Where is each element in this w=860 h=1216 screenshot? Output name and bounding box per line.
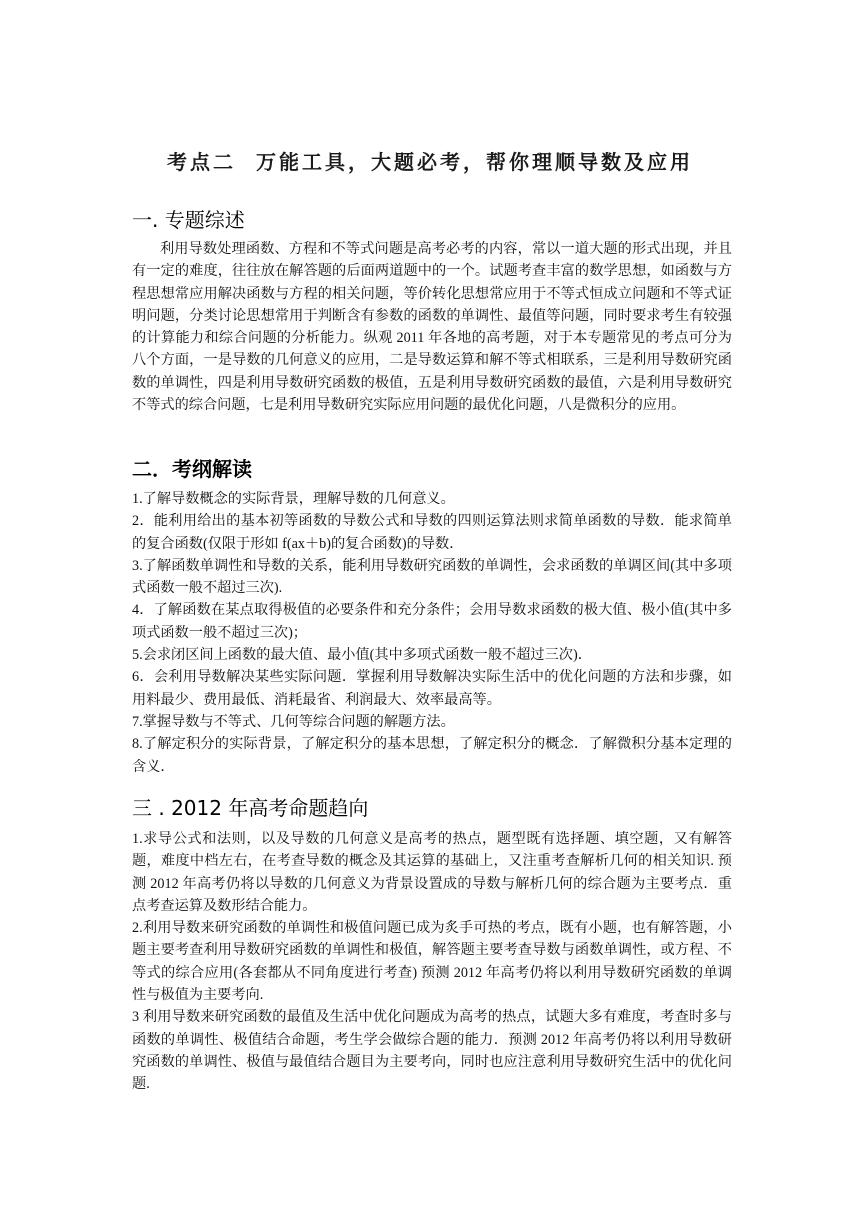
section-body-trends (132, 828, 732, 1096)
section-body-syllabus (132, 488, 732, 778)
paragraph: 利用导数处理函数、方程和不等式问题是高考必考的内容，常以一道大题的形式出现，并且有一定的难度，往往放在解答题的后面两道题中的一个。试题考查丰富的数学思想，如函数与方程思想常应用解决函数与方程的相关问题，等价转化思想常应用于不等式恒成立问题和不等式证明问题，分类讨论思想常用于判断含有参数的函数的单调性、最值等问题，同时要求考生有较强的计算能力和综合问题的分析能力。纵观 2011 年各地的高考题，对于本专题常见的考点可分为八个方面，一是导数的几何意义的应用，二是导数运算和解不等式相联系，三是利用导数研究函数的单调性，四是利用导数研究函数的极值，五是利用导数研究函数的最值，六是利用导数研究不等式的综合问题，七是利用导数研究实际应用问题的最优化问题，八是微积分的应用。 (132, 241, 732, 414)
section-body-overview (132, 238, 732, 416)
list-item: 8.了解定积分的实际背景，了解定积分的基本思想，了解定积分的概念．了解微积分基本定理的含义． (132, 736, 732, 775)
list-item: 4．了解函数在某点取得极值的必要条件和充分条件；会用导数求函数的极大值、极小值(其中多项式函数一般不超过三次)； (132, 602, 732, 641)
section-heading-trends: 三 . 2012 年高考命题趋向 (132, 796, 369, 820)
list-item: 7.掌握导数与不等式、几何等综合问题的解题方法。 (132, 713, 455, 730)
list-item: 3 利用导数来研究函数的最值及生活中优化问题成为高考的热点，试题大多有难度，考查时多与函数的单调性、极值结合命题，考生学会做综合题的能力．预测 2012 年高考仍将以利用导数研究函数的单调性、极值与最值结合题目为主要考向，同时也应注意利用导数研究生活中的优化问题. (132, 1009, 732, 1093)
list-item: 3.了解函数单调性和导数的关系，能利用导数研究函数的单调性，会求函数的单调区间(其中多项式函数一般不超过三次). (132, 557, 732, 597)
list-item: 1.求导公式和法则，以及导数的几何意义是高考的热点，题型既有选择题、填空题，又有解答题，难度中档左右，在考查导数的概念及其运算的基础上，又注重考查解析几何的相关知识. 预测 2012 年高考仍将以导数的几何意义为背景设置成的导数与解析几何的综合题为主要考点．重点考查运算及数形结合能力。 (132, 831, 732, 914)
list-item: 6．会利用导数解决某些实际问题．掌握利用导数解决实际生活中的优化问题的方法和步骤，如用料最少、费用最低、消耗最省、利润最大、效率最高等。 (132, 669, 732, 708)
list-item: 1.了解导数概念的实际背景，理解导数的几何意义。 (132, 491, 455, 507)
section-heading-syllabus: 二．考纲解读 (132, 457, 252, 481)
section-heading-overview: 一. 专题综述 (132, 208, 245, 232)
list-item: 5.会求闭区间上函数的最大值、最小值(其中多项式函数一般不超过三次)． (132, 647, 592, 664)
page-title: 考点二 万能工具，大题必考，帮你理顺导数及应用 (167, 150, 693, 174)
list-item: 2．能利用给出的基本初等函数的导数公式和导数的四则运算法则求简单函数的导数．能求简单的复合函数(仅限于形如 f(ax＋b)的复合函数)的导数． (132, 513, 732, 552)
list-item: 2.利用导数来研究函数的单调性和极值问题已成为炙手可热的考点，既有小题，也有解答题，小题主要考查利用导数研究函数的单调性和极值，解答题主要考查导数与函数单调性，或方程、不等式的综合应用(各套都从不同角度进行考查) 预测 2012 年高考仍将以利用导数研究函数的单调性与极值为主要考向. (132, 920, 732, 1004)
